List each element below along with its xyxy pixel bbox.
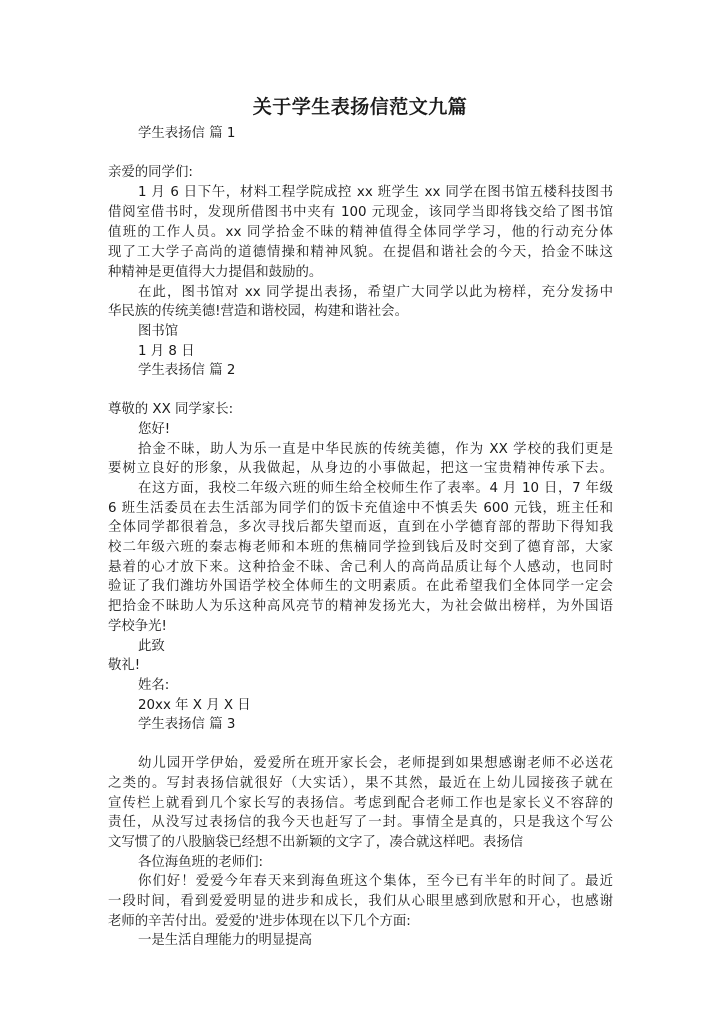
paragraph-line: 在这方面，我校二年级六班的师生给全校师生作了表率。4 月 10 日，7 年级 [138,481,613,496]
document-title: 关于学生表扬信范文九篇 [252,96,468,118]
paragraph-line: 在此，图书馆对 xx 同学提出表扬，希望广大同学以此为榜样，充分发扬中 [138,285,613,300]
paragraph-line: 之类的。写封表扬信就很好（大实话），果不其然，最近在上幼儿园接孩子就在 [108,776,613,791]
closing-line: 此致 [138,639,165,654]
section-heading: 学生表扬信 篇 3 [138,717,236,732]
paragraph-line: 责任，从没写过表扬信的我今天也赶写了一封。事情全是真的，只是我这个写公 [108,815,613,830]
paragraph-line: 借阅室借书时，发现所借图书中夹有 100 元现金，该同学当即将钱交给了图书馆 [108,205,613,220]
signature-date: 1 月 8 日 [138,344,195,359]
paragraph-line: 现了工大学子高尚的道德情操和精神风貌。在提倡和谐社会的今天，拾金不昧这 [108,245,613,260]
paragraph-line: 宣传栏上就看到几个家长写的表扬信。考虑到配合老师工作也是家长义不容辞的 [108,796,613,811]
paragraph-line: 拾金不昧，助人为乐一直是中华民族的传统美德，作为 XX 学校的我们更是 [138,442,613,457]
paragraph-line: 验证了我们潍坊外国语学校全体师生的文明素质。在此希望我们全体同学一定会 [108,579,613,594]
paragraph-line: 学校争光! [108,619,167,634]
salutation: 各位海鱼班的老师们: [138,855,264,870]
signature-name: 姓名: [138,678,170,693]
signature-date: 20xx 年 X 月 X 日 [138,698,251,713]
paragraph-line: 把拾金不昧助人为乐这种高风亮节的精神发扬光大，为社会做出榜样，为外国语 [108,599,613,614]
paragraph-line: 文写惯了的八股脑袋已经想不出新颖的文字了，凑合就这样吧。表扬信 [108,835,524,850]
paragraph-line: 值班的工作人员。xx 同学拾金不昧的精神值得全体同学学习，他的行动充分体 [108,225,613,240]
closing-line: 敬礼! [108,658,141,673]
paragraph-line: 全体同学都很着急，多次寻找后都失望而返，直到在小学德育部的帮助下得知我 [108,520,613,535]
paragraph-line: 校二年级六班的秦志梅老师和本班的焦楠同学捡到钱后及时交到了德育部，大家 [108,540,613,555]
salutation: 亲爱的同学们: [108,165,193,180]
paragraph-line: 一段时间，看到爱爱明显的进步和成长，我们从心眼里感到欣慰和开心，也感谢 [108,894,613,909]
paragraph-line: 华民族的传统美德!营造和谐校园，构建和谐社会。 [108,304,408,319]
section-heading: 学生表扬信 篇 2 [138,363,236,378]
paragraph-line: 要树立良好的形象，从我做起，从身边的小事做起，把这一宝贵精神传承下去。 [108,461,613,476]
signature-name: 图书馆 [138,324,179,339]
paragraph-line: 你们好！爱爱今年春天来到海鱼班这个集体，至今已有半年的时间了。最近 [138,874,613,889]
paragraph-line: 悬着的心才放下来。这种拾金不昧、舍己利人的高尚品质让每个人感动，也同时 [108,560,613,575]
section-heading: 学生表扬信 篇 1 [138,126,236,141]
paragraph-line: 一是生活自理能力的明显提高 [138,933,313,948]
greeting-line: 您好! [138,422,171,437]
paragraph-line: 老师的辛苦付出。爱爱的'进步体现在以下几个方面: [108,914,411,929]
salutation: 尊敬的 XX 同学家长: [108,402,234,417]
paragraph-line: 种精神是更值得大力提倡和鼓励的。 [108,265,323,280]
paragraph-line: 幼儿园开学伊始，爱爱所在班开家长会，老师提到如果想感谢老师不必送花 [138,756,613,771]
paragraph-line: 1 月 6 日下午，材料工程学院成控 xx 班学生 xx 同学在图书馆五楼科技图书 [138,185,613,200]
paragraph-line: 6 班生活委员在去生活部为同学们的饭卡充值途中不慎丢失 600 元钱，班主任和 [108,501,613,516]
